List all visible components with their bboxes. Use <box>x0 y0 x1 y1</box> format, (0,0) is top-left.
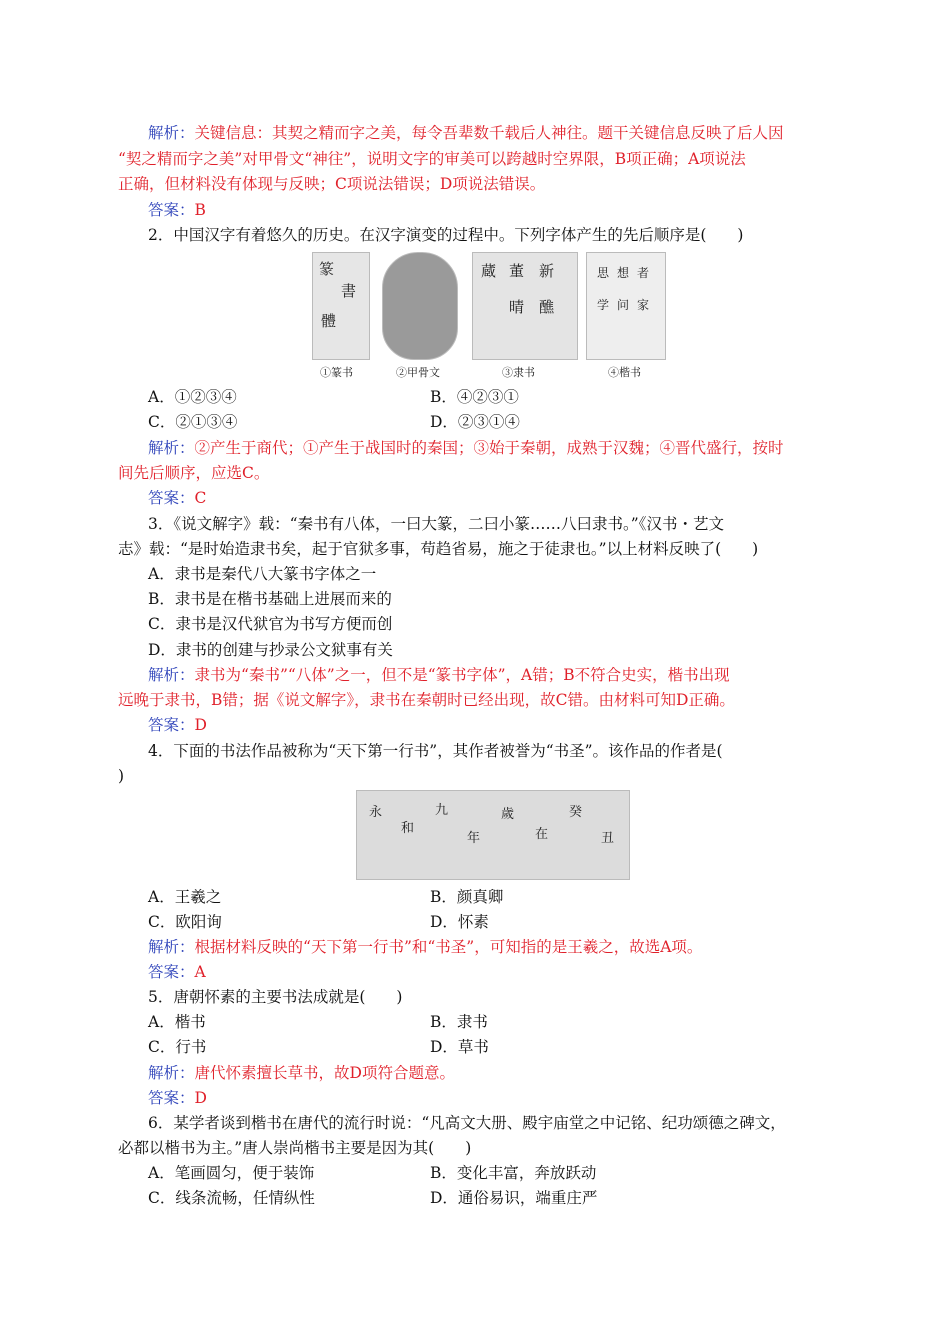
q4-analysis <box>148 935 878 960</box>
answer-label: 答案： <box>148 716 195 734</box>
q5-option-c[interactable]: C．行书 <box>148 1038 207 1056</box>
q2-analysis-line-2: 间先后顺序，应选C。 <box>118 464 270 482</box>
q6-option-b[interactable]: B．变化丰富，奔放跃动 <box>430 1164 597 1182</box>
lantingxu-calligraphy-image: 永 和 九 年 歲 在 癸 丑 <box>356 790 630 880</box>
regular-script-image: 思 想 者 学 问 家 <box>586 252 666 360</box>
analysis-label: 解析： <box>148 439 195 457</box>
q4-option-b[interactable]: B．颜真卿 <box>430 888 504 906</box>
q3-option-b[interactable]: B．隶书是在楷书基础上进展而来的 <box>148 590 392 608</box>
answer-letter: B <box>194 201 206 219</box>
analysis-label: 解析： <box>148 666 195 684</box>
q2-options-row-1 <box>148 385 878 410</box>
q3-analysis-line-1 <box>148 663 878 688</box>
q6-options-row-2 <box>148 1186 878 1211</box>
q1-analysis-line-2: “契之精而字之美”对甲骨文“神往”，说明文字的审美可以跨越时空界限，B项正确；A项说法 <box>118 150 746 168</box>
q5-option-d[interactable]: D．草书 <box>430 1038 489 1056</box>
q6-stem-line-1: 6．某学者谈到楷书在唐代的流行时说：“凡高文大册、殿宇庙堂之中记铭、纪功颂德之碑文， <box>148 1114 786 1132</box>
q1-answer <box>148 198 878 223</box>
q3-option-c[interactable]: C．隶书是汉代狱官为书写方便而创 <box>148 615 393 633</box>
clerical-script-image: 蔵 董 新 晴 醮 <box>472 252 578 360</box>
q5-answer <box>148 1086 878 1111</box>
q2-options-row-2 <box>148 410 878 435</box>
q2-option-b[interactable]: B．④②③① <box>430 388 519 406</box>
q5-stem: 5．唐朝怀素的主要书法成就是( ) <box>148 988 403 1006</box>
q4-stem-line-1: 4．下面的书法作品被称为“天下第一行书”，其作者被誉为“书圣”。该作品的作者是( <box>148 742 723 760</box>
caption-seal: ①篆书 <box>320 366 353 379</box>
q4-options-row-2 <box>148 910 878 935</box>
q3-answer <box>148 713 878 738</box>
analysis-label: 解析： <box>148 1064 195 1082</box>
q5-option-a[interactable]: A．楷书 <box>148 1013 206 1031</box>
q3-stem-line-2: 志》载：“是时始造隶书矣，起于官狱多事，苟趋省易，施之于徒隶也。”以上材料反映了( ) <box>118 540 759 558</box>
analysis-text: ②产生于商代；①产生于战国时的秦国；③始于秦朝，成熟于汉魏；④晋代盛行，按时 <box>194 439 784 457</box>
q5-options-row-2 <box>148 1035 878 1060</box>
q5-analysis <box>148 1061 878 1086</box>
analysis-text: 唐代怀素擅长草书，故D项符合题意。 <box>194 1064 455 1082</box>
q4-options-row-1 <box>148 885 878 910</box>
oracle-bone-image <box>382 252 458 360</box>
answer-letter: C <box>194 489 207 507</box>
q4-option-c[interactable]: C．欧阳询 <box>148 913 222 931</box>
q3-option-d[interactable]: D．隶书的创建与抄录公文狱事有关 <box>148 641 393 659</box>
analysis-text: 关键信息：其契之精而字之美，每令吾辈数千载后人神往。题干关键信息反映了后人因 <box>194 124 784 142</box>
q5-option-b[interactable]: B．隶书 <box>430 1013 488 1031</box>
answer-letter: A <box>194 963 206 981</box>
q1-analysis-line-1 <box>148 121 878 146</box>
q6-option-c[interactable]: C．线条流畅，任情纵性 <box>148 1189 315 1207</box>
q4-stem-line-2: ) <box>118 767 125 785</box>
q3-option-a[interactable]: A．隶书是秦代八大篆书字体之一 <box>148 565 377 583</box>
q6-options-row-1 <box>148 1161 878 1186</box>
answer-label: 答案： <box>148 201 195 219</box>
seal-script-image: 篆 書 體 <box>312 252 370 360</box>
analysis-label: 解析： <box>148 124 195 142</box>
q5-options-row-1 <box>148 1010 878 1035</box>
q2-answer <box>148 486 878 511</box>
q3-analysis-line-2: 远晚于隶书，B错；据《说文解字》，隶书在秦朝时已经出现，故C错。由材料可知D正确。 <box>118 691 735 709</box>
q6-stem-line-2: 必都以楷书为主。”唐人崇尚楷书主要是因为其( ) <box>118 1139 472 1157</box>
answer-letter: D <box>194 1089 207 1107</box>
q4-answer <box>148 960 878 985</box>
analysis-label: 解析： <box>148 938 195 956</box>
caption-clerical: ③隶书 <box>502 366 535 379</box>
analysis-text: 隶书为“秦书”“八体”之一，但不是“篆书字体”，A错；B不符合史实，楷书出现 <box>194 666 730 684</box>
caption-oracle: ②甲骨文 <box>396 366 440 379</box>
q6-option-a[interactable]: A．笔画圆匀，便于装饰 <box>148 1164 315 1182</box>
q4-option-d[interactable]: D．怀素 <box>430 913 489 931</box>
q1-analysis-line-3: 正确，但材料没有体现与反映；C项说法错误；D项说法错误。 <box>118 175 546 193</box>
caption-regular: ④楷书 <box>608 366 641 379</box>
answer-label: 答案： <box>148 489 195 507</box>
q2-analysis-line-1 <box>148 436 878 461</box>
answer-letter: D <box>194 716 207 734</box>
q2-calligraphy-figure <box>312 252 664 380</box>
q6-option-d[interactable]: D．通俗易识，端重庄严 <box>430 1189 598 1207</box>
q2-option-c[interactable]: C．②①③④ <box>148 413 238 431</box>
q2-option-a[interactable]: A．①②③④ <box>148 388 237 406</box>
q2-stem: 2．中国汉字有着悠久的历史。在汉字演变的过程中。下列字体产生的先后顺序是( ) <box>148 226 744 244</box>
answer-label: 答案： <box>148 963 195 981</box>
answer-label: 答案： <box>148 1089 195 1107</box>
q2-option-d[interactable]: D．②③①④ <box>430 413 520 431</box>
q4-option-a[interactable]: A．王羲之 <box>148 888 222 906</box>
analysis-text: 根据材料反映的“天下第一行书”和“书圣”，可知指的是王羲之，故选A项。 <box>194 938 703 956</box>
q3-stem-line-1: 3．《说文解字》载：“秦书有八体，一曰大篆，二曰小篆……八曰隶书。”《汉书・艺文 <box>148 515 724 533</box>
